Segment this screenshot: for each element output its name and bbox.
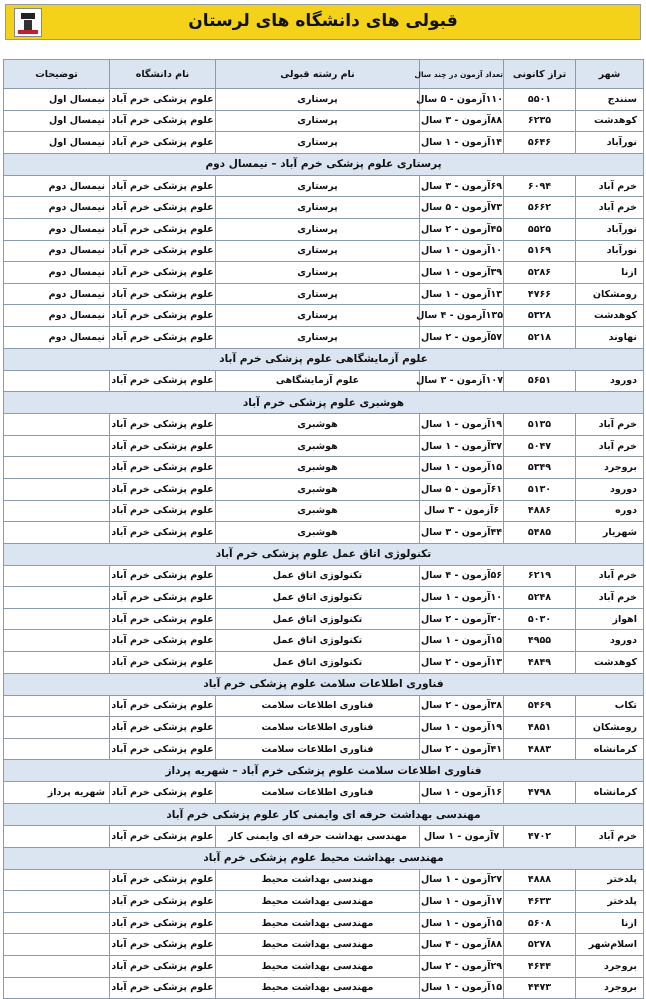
section-title: تکنولوژی اتاق عمل علوم پزشکی خرم آباد <box>4 543 644 565</box>
cell-city: بروجرد <box>576 956 644 978</box>
table-row <box>4 89 644 111</box>
cell-major: پرستاری <box>216 218 420 240</box>
cell-exams: ۱۵آزمون - ۱ سال <box>420 912 504 934</box>
cell-city: بروجرد <box>576 977 644 999</box>
cell-exams: ۱۰آزمون - ۱ سال <box>420 587 504 609</box>
cell-score: ۴۸۸۶ <box>504 500 576 522</box>
table-row <box>4 370 644 392</box>
cell-city: ازنا <box>576 262 644 284</box>
table-row <box>4 695 644 717</box>
cell-city: اسلام‌شهر <box>576 934 644 956</box>
cell-university: علوم پزشکی خرم آباد <box>110 912 216 934</box>
section-title: هوشبری علوم پزشکی خرم آباد <box>4 392 644 414</box>
cell-notes <box>4 370 110 392</box>
cell-university: علوم پزشکی خرم آباد <box>110 565 216 587</box>
cell-notes <box>4 652 110 674</box>
cell-notes <box>4 630 110 652</box>
cell-university: علوم پزشکی خرم آباد <box>110 110 216 132</box>
table-body <box>4 89 644 999</box>
cell-score: ۴۹۵۵ <box>504 630 576 652</box>
cell-exams: ۱۰۷آزمون - ۳ سال <box>420 370 504 392</box>
section-header-row <box>4 847 644 869</box>
cell-notes <box>4 608 110 630</box>
cell-exams: ۸۸آزمون - ۴ سال <box>420 934 504 956</box>
cell-score: ۵۲۸۶ <box>504 262 576 284</box>
cell-city: دوره <box>576 500 644 522</box>
cell-exams: ۵۷آزمون - ۲ سال <box>420 326 504 348</box>
cell-city: رومشکان <box>576 283 644 305</box>
table-row <box>4 132 644 154</box>
cell-city: دورود <box>576 370 644 392</box>
cell-major: تکنولوژی اتاق عمل <box>216 587 420 609</box>
cell-notes: نیمسال دوم <box>4 305 110 327</box>
cell-score: ۵۳۲۸ <box>504 305 576 327</box>
cell-exams: ۳۹آزمون - ۱ سال <box>420 262 504 284</box>
cell-city: خرم آباد <box>576 565 644 587</box>
section-header-row <box>4 673 644 695</box>
cell-major: مهندسی بهداشت محیط <box>216 891 420 913</box>
cell-exams: ۱۹آزمون - ۱ سال <box>420 717 504 739</box>
table-row <box>4 500 644 522</box>
cell-score: ۴۷۹۸ <box>504 782 576 804</box>
cell-university: علوم پزشکی خرم آباد <box>110 587 216 609</box>
cell-score: ۵۲۷۸ <box>504 934 576 956</box>
cell-city: نورآباد <box>576 218 644 240</box>
cell-notes <box>4 587 110 609</box>
cell-notes: نیمسال دوم <box>4 262 110 284</box>
cell-university: علوم پزشکی خرم آباد <box>110 240 216 262</box>
table-row <box>4 608 644 630</box>
cell-major: پرستاری <box>216 132 420 154</box>
cell-university: علوم پزشکی خرم آباد <box>110 717 216 739</box>
cell-exams: ۲۹آزمون - ۲ سال <box>420 956 504 978</box>
cell-score: ۵۰۴۷ <box>504 435 576 457</box>
cell-exams: ۱۵آزمون - ۱ سال <box>420 630 504 652</box>
cell-city: خرم آباد <box>576 435 644 457</box>
cell-score: ۴۷۶۶ <box>504 283 576 305</box>
cell-university: علوم پزشکی خرم آباد <box>110 197 216 219</box>
cell-notes: شهریه پرداز <box>4 782 110 804</box>
header-major: نام رشته قبولی <box>216 60 420 89</box>
table-row <box>4 414 644 436</box>
cell-exams: ۱۵آزمون - ۱ سال <box>420 977 504 999</box>
cell-score: ۵۱۶۹ <box>504 240 576 262</box>
cell-university: علوم پزشکی خرم آباد <box>110 630 216 652</box>
cell-major: فناوری اطلاعات سلامت <box>216 695 420 717</box>
cell-university: علوم پزشکی خرم آباد <box>110 738 216 760</box>
cell-university: علوم پزشکی خرم آباد <box>110 891 216 913</box>
admissions-table <box>3 59 644 999</box>
cell-city: شهریار <box>576 522 644 544</box>
cell-university: علوم پزشکی خرم آباد <box>110 977 216 999</box>
cell-exams: ۱۳آزمون - ۲ سال <box>420 652 504 674</box>
header-university: نام دانشگاه <box>110 60 216 89</box>
cell-score: ۵۳۴۹ <box>504 457 576 479</box>
cell-notes <box>4 500 110 522</box>
cell-exams: ۱۶آزمون - ۱ سال <box>420 782 504 804</box>
section-header-row <box>4 804 644 826</box>
title-bar <box>5 4 641 40</box>
cell-city: نهاوند <box>576 326 644 348</box>
table-row <box>4 630 644 652</box>
cell-exams: ۱۱۰آزمون - ۵ سال <box>420 89 504 111</box>
cell-university: علوم پزشکی خرم آباد <box>110 435 216 457</box>
cell-major: فناوری اطلاعات سلامت <box>216 717 420 739</box>
table-row <box>4 175 644 197</box>
table-row <box>4 326 644 348</box>
cell-major: مهندسی بهداشت محیط <box>216 869 420 891</box>
cell-exams: ۱۳۵آزمون - ۴ سال <box>420 305 504 327</box>
cell-exams: ۳۸آزمون - ۲ سال <box>420 695 504 717</box>
cell-score: ۵۶۶۲ <box>504 197 576 219</box>
cell-major: مهندسی بهداشت محیط <box>216 977 420 999</box>
cell-major: پرستاری <box>216 89 420 111</box>
cell-university: علوم پزشکی خرم آباد <box>110 956 216 978</box>
header-row <box>4 60 644 89</box>
header-score: تراز کانونی <box>504 60 576 89</box>
table-row <box>4 934 644 956</box>
cell-city: کوهدشت <box>576 652 644 674</box>
cell-city: خرم آباد <box>576 826 644 848</box>
cell-exams: ۶۱آزمون - ۵ سال <box>420 478 504 500</box>
table-row <box>4 522 644 544</box>
cell-notes: نیمسال دوم <box>4 326 110 348</box>
cell-exams: ۴۵آزمون - ۲ سال <box>420 218 504 240</box>
cell-university: علوم پزشکی خرم آباد <box>110 262 216 284</box>
cell-city: کوهدشت <box>576 305 644 327</box>
cell-notes <box>4 457 110 479</box>
cell-score: ۵۶۵۱ <box>504 370 576 392</box>
cell-university: علوم پزشکی خرم آباد <box>110 826 216 848</box>
cell-score: ۴۸۸۳ <box>504 738 576 760</box>
cell-major: پرستاری <box>216 305 420 327</box>
cell-exams: ۱۵آزمون - ۱ سال <box>420 457 504 479</box>
cell-notes <box>4 695 110 717</box>
cell-university: علوم پزشکی خرم آباد <box>110 500 216 522</box>
cell-city: پلدختر <box>576 869 644 891</box>
cell-score: ۵۰۳۰ <box>504 608 576 630</box>
cell-major: هوشبری <box>216 457 420 479</box>
cell-city: نورآباد <box>576 132 644 154</box>
cell-notes: نیمسال دوم <box>4 175 110 197</box>
section-header-row <box>4 760 644 782</box>
cell-major: فناوری اطلاعات سلامت <box>216 738 420 760</box>
cell-score: ۴۸۴۹ <box>504 652 576 674</box>
cell-city: خرم آباد <box>576 175 644 197</box>
cell-exams: ۲۷آزمون - ۱ سال <box>420 869 504 891</box>
cell-university: علوم پزشکی خرم آباد <box>110 457 216 479</box>
cell-major: هوشبری <box>216 435 420 457</box>
section-title: پرستاری علوم پزشکی خرم آباد – نیمسال دوم <box>4 153 644 175</box>
table-row <box>4 218 644 240</box>
cell-city: کوهدشت <box>576 110 644 132</box>
cell-city: خرم آباد <box>576 197 644 219</box>
cell-notes <box>4 522 110 544</box>
cell-score: ۵۱۳۰ <box>504 478 576 500</box>
cell-notes <box>4 956 110 978</box>
cell-university: علوم پزشکی خرم آباد <box>110 89 216 111</box>
section-title: فناوری اطلاعات سلامت علوم پزشکی خرم آباد – شهریه پرداز <box>4 760 644 782</box>
table-row <box>4 652 644 674</box>
cell-city: نورآباد <box>576 240 644 262</box>
cell-score: ۴۴۷۳ <box>504 977 576 999</box>
cell-major: هوشبری <box>216 500 420 522</box>
cell-city: کرمانشاه <box>576 782 644 804</box>
cell-exams: ۶آزمون - ۳ سال <box>420 500 504 522</box>
cell-score: ۴۸۸۸ <box>504 869 576 891</box>
cell-score: ۶۲۳۵ <box>504 110 576 132</box>
cell-major: تکنولوژی اتاق عمل <box>216 565 420 587</box>
table-row <box>4 110 644 132</box>
cell-notes: نیمسال دوم <box>4 197 110 219</box>
header-exams: تعداد آزمون در چند سال <box>420 60 504 89</box>
cell-exams: ۱۳آزمون - ۱ سال <box>420 283 504 305</box>
cell-city: دورود <box>576 478 644 500</box>
cell-city: ازنا <box>576 912 644 934</box>
table-row <box>4 478 644 500</box>
cell-university: علوم پزشکی خرم آباد <box>110 414 216 436</box>
table-row <box>4 869 644 891</box>
cell-major: مهندسی بهداشت محیط <box>216 956 420 978</box>
cell-university: علوم پزشکی خرم آباد <box>110 478 216 500</box>
cell-score: ۶۰۹۴ <box>504 175 576 197</box>
page-title: قبولی های دانشگاه های لرستان <box>188 11 458 31</box>
cell-major: فناوری اطلاعات سلامت <box>216 782 420 804</box>
cell-university: علوم پزشکی خرم آباد <box>110 608 216 630</box>
table-row <box>4 435 644 457</box>
cell-exams: ۱۴آزمون - ۱ سال <box>420 132 504 154</box>
cell-notes: نیمسال اول <box>4 110 110 132</box>
cell-exams: ۱۹آزمون - ۱ سال <box>420 414 504 436</box>
table-row <box>4 240 644 262</box>
cell-major: مهندسی بهداشت محیط <box>216 934 420 956</box>
cell-notes <box>4 869 110 891</box>
cell-notes <box>4 977 110 999</box>
section-title: مهندسی بهداشت محیط علوم پزشکی خرم آباد <box>4 847 644 869</box>
cell-notes: نیمسال دوم <box>4 218 110 240</box>
cell-university: علوم پزشکی خرم آباد <box>110 326 216 348</box>
cell-score: ۶۲۱۹ <box>504 565 576 587</box>
cell-notes <box>4 891 110 913</box>
cell-university: علوم پزشکی خرم آباد <box>110 869 216 891</box>
cell-major: پرستاری <box>216 262 420 284</box>
cell-major: پرستاری <box>216 283 420 305</box>
table-row <box>4 283 644 305</box>
cell-score: ۵۲۴۸ <box>504 587 576 609</box>
cell-city: بروجرد <box>576 457 644 479</box>
cell-major: هوشبری <box>216 522 420 544</box>
cell-university: علوم پزشکی خرم آباد <box>110 652 216 674</box>
cell-score: ۵۵۰۱ <box>504 89 576 111</box>
cell-score: ۵۱۳۵ <box>504 414 576 436</box>
cell-university: علوم پزشکی خرم آباد <box>110 283 216 305</box>
cell-exams: ۴۱آزمون - ۲ سال <box>420 738 504 760</box>
cell-notes <box>4 912 110 934</box>
table-row <box>4 826 644 848</box>
cell-major: پرستاری <box>216 110 420 132</box>
section-header-row <box>4 392 644 414</box>
cell-city: تکاب <box>576 695 644 717</box>
cell-notes: نیمسال اول <box>4 132 110 154</box>
cell-notes <box>4 934 110 956</box>
cell-city: خرم آباد <box>576 414 644 436</box>
section-header-row <box>4 543 644 565</box>
cell-score: ۵۲۱۸ <box>504 326 576 348</box>
table-row <box>4 977 644 999</box>
cell-score: ۵۴۶۹ <box>504 695 576 717</box>
cell-notes: نیمسال اول <box>4 89 110 111</box>
cell-notes <box>4 414 110 436</box>
cell-major: علوم آزمایشگاهی <box>216 370 420 392</box>
section-title: مهندسی بهداشت حرفه ای وایمنی کار علوم پزشکی خرم آباد <box>4 804 644 826</box>
cell-major: هوشبری <box>216 414 420 436</box>
table-row <box>4 305 644 327</box>
cell-score: ۵۴۸۵ <box>504 522 576 544</box>
section-header-row <box>4 348 644 370</box>
cell-university: علوم پزشکی خرم آباد <box>110 218 216 240</box>
cell-score: ۴۶۴۴ <box>504 956 576 978</box>
table-row <box>4 197 644 219</box>
cell-notes <box>4 738 110 760</box>
cell-university: علوم پزشکی خرم آباد <box>110 305 216 327</box>
table-row <box>4 565 644 587</box>
cell-city: سنندج <box>576 89 644 111</box>
table-row <box>4 891 644 913</box>
cell-major: تکنولوژی اتاق عمل <box>216 630 420 652</box>
cell-university: علوم پزشکی خرم آباد <box>110 934 216 956</box>
table-row <box>4 956 644 978</box>
cell-university: علوم پزشکی خرم آباد <box>110 370 216 392</box>
header-notes: توضیحات <box>4 60 110 89</box>
section-title: فناوری اطلاعات سلامت علوم پزشکی خرم آباد <box>4 673 644 695</box>
cell-exams: ۷آزمون - ۱ سال <box>420 826 504 848</box>
cell-exams: ۳۷آزمون - ۱ سال <box>420 435 504 457</box>
cell-notes: نیمسال دوم <box>4 240 110 262</box>
cell-city: خرم آباد <box>576 587 644 609</box>
cell-score: ۵۶۴۶ <box>504 132 576 154</box>
cell-exams: ۸۸آزمون - ۳ سال <box>420 110 504 132</box>
cell-score: ۵۶۰۸ <box>504 912 576 934</box>
cell-notes: نیمسال دوم <box>4 283 110 305</box>
cell-exams: ۱۷آزمون - ۱ سال <box>420 891 504 913</box>
cell-university: علوم پزشکی خرم آباد <box>110 782 216 804</box>
table-row <box>4 782 644 804</box>
table-row <box>4 717 644 739</box>
cell-exams: ۷۳آزمون - ۵ سال <box>420 197 504 219</box>
cell-major: پرستاری <box>216 326 420 348</box>
cell-major: تکنولوژی اتاق عمل <box>216 652 420 674</box>
section-header-row <box>4 153 644 175</box>
cell-major: پرستاری <box>216 197 420 219</box>
cell-major: مهندسی بهداشت حرفه ای وایمنی کار <box>216 826 420 848</box>
table-row <box>4 587 644 609</box>
cell-university: علوم پزشکی خرم آباد <box>110 132 216 154</box>
cell-major: تکنولوژی اتاق عمل <box>216 608 420 630</box>
cell-exams: ۳۰آزمون - ۲ سال <box>420 608 504 630</box>
cell-major: پرستاری <box>216 240 420 262</box>
cell-exams: ۴۴آزمون - ۳ سال <box>420 522 504 544</box>
cell-score: ۵۵۲۵ <box>504 218 576 240</box>
table-row <box>4 457 644 479</box>
cell-major: پرستاری <box>216 175 420 197</box>
cell-score: ۴۸۵۱ <box>504 717 576 739</box>
cell-notes <box>4 478 110 500</box>
cell-major: هوشبری <box>216 478 420 500</box>
cell-notes <box>4 826 110 848</box>
header-city: شهر <box>576 60 644 89</box>
cell-city: رومشکان <box>576 717 644 739</box>
cell-city: دورود <box>576 630 644 652</box>
cell-exams: ۵۶آزمون - ۴ سال <box>420 565 504 587</box>
cell-exams: ۱۰آزمون - ۱ سال <box>420 240 504 262</box>
cell-score: ۴۶۳۳ <box>504 891 576 913</box>
cell-notes <box>4 717 110 739</box>
cell-score: ۴۷۰۲ <box>504 826 576 848</box>
table-row <box>4 912 644 934</box>
cell-exams: ۶۹آزمون - ۳ سال <box>420 175 504 197</box>
cell-university: علوم پزشکی خرم آباد <box>110 695 216 717</box>
cell-city: اهواز <box>576 608 644 630</box>
cell-major: مهندسی بهداشت محیط <box>216 912 420 934</box>
section-title: علوم آزمایشگاهی علوم پزشکی خرم آباد <box>4 348 644 370</box>
cell-city: کرمانشاه <box>576 738 644 760</box>
table-row <box>4 262 644 284</box>
cell-university: علوم پزشکی خرم آباد <box>110 522 216 544</box>
cell-notes <box>4 435 110 457</box>
cell-university: علوم پزشکی خرم آباد <box>110 175 216 197</box>
cell-notes <box>4 565 110 587</box>
cell-city: پلدختر <box>576 891 644 913</box>
table-row <box>4 738 644 760</box>
